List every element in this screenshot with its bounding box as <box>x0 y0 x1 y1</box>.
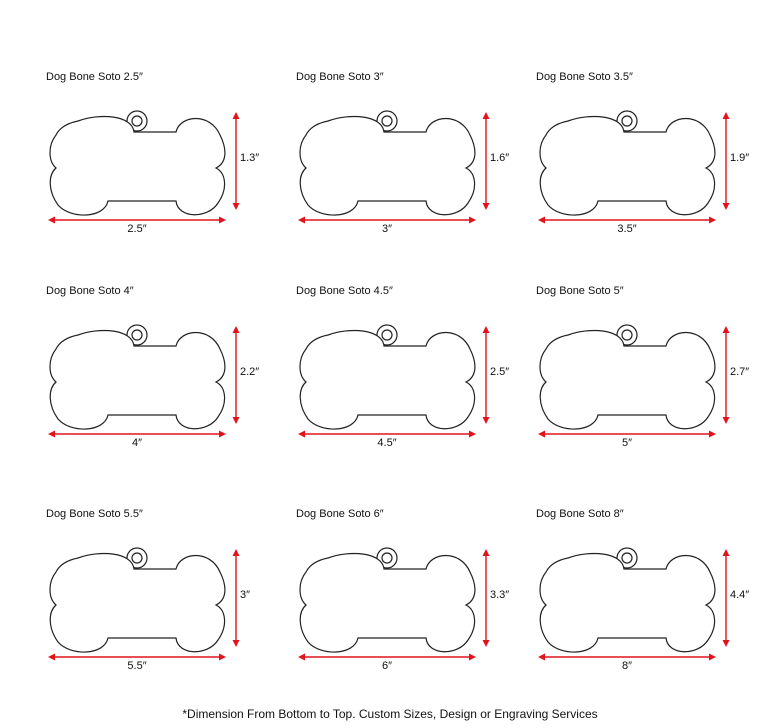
height-arrow <box>723 549 730 647</box>
arrow-head-up <box>483 549 490 556</box>
arrow-head-left <box>48 217 55 224</box>
height-label: 2.7″ <box>730 366 750 378</box>
width-label: 3.5″ <box>617 223 637 235</box>
width-label: 4″ <box>131 437 143 449</box>
arrow-head-up <box>233 112 240 119</box>
tag-title: Dog Bone Soto 5″ <box>536 285 624 297</box>
tag-spec-card <box>296 284 546 449</box>
tag-title: Dog Bone Soto 3″ <box>296 71 384 83</box>
width-label: 8″ <box>621 660 633 672</box>
tag-spec-card <box>46 70 296 235</box>
arrow-head-up <box>483 112 490 119</box>
arrow-head-down <box>483 203 490 210</box>
tag-spec-card <box>536 70 780 235</box>
arrow-head-down <box>723 640 730 647</box>
dog-bone-tag-icon <box>46 525 286 675</box>
dog-bone-tag-icon <box>536 302 776 452</box>
arrow-head-right <box>709 217 716 224</box>
dog-bone-tag-icon <box>296 525 536 675</box>
arrow-head-right <box>469 654 476 661</box>
height-label: 3″ <box>240 589 251 601</box>
arrow-head-right <box>219 217 226 224</box>
dog-bone-tag-icon <box>46 302 286 452</box>
arrow-head-down <box>723 203 730 210</box>
width-label: 5″ <box>621 437 633 449</box>
arrow-head-down <box>233 417 240 424</box>
height-arrow <box>483 112 490 210</box>
tag-spec-card <box>296 507 546 672</box>
dog-bone-tag-icon <box>536 88 776 238</box>
height-arrow <box>723 112 730 210</box>
height-label: 1.9″ <box>730 152 750 164</box>
arrow-head-left <box>538 654 545 661</box>
arrow-head-left <box>298 431 305 438</box>
arrow-head-up <box>233 326 240 333</box>
tag-title: Dog Bone Soto 6″ <box>296 508 384 520</box>
arrow-head-down <box>483 417 490 424</box>
arrow-head-right <box>219 431 226 438</box>
height-label: 1.6″ <box>490 152 510 164</box>
tag-title: Dog Bone Soto 2.5″ <box>46 71 143 83</box>
arrow-head-down <box>483 640 490 647</box>
dog-bone-tag-icon <box>296 88 536 238</box>
arrow-head-down <box>723 417 730 424</box>
height-label: 4.4″ <box>730 589 750 601</box>
height-label: 1.3″ <box>240 152 260 164</box>
tag-title: Dog Bone Soto 3.5″ <box>536 71 633 83</box>
arrow-head-left <box>538 217 545 224</box>
height-arrow <box>233 112 240 210</box>
tag-spec-card <box>296 70 546 235</box>
height-arrow <box>483 549 490 647</box>
width-label: 2.5″ <box>127 223 147 235</box>
width-label: 4.5″ <box>377 437 397 449</box>
height-arrow <box>233 326 240 424</box>
dog-bone-tag-icon <box>536 525 776 675</box>
height-arrow <box>723 326 730 424</box>
width-label: 6″ <box>381 660 393 672</box>
arrow-head-down <box>233 640 240 647</box>
arrow-head-right <box>709 654 716 661</box>
arrow-head-up <box>723 326 730 333</box>
width-label: 3″ <box>381 223 393 235</box>
tag-title: Dog Bone Soto 5.5″ <box>46 508 143 520</box>
height-label: 2.5″ <box>490 366 510 378</box>
tag-spec-card <box>536 284 780 449</box>
arrow-head-up <box>723 112 730 119</box>
arrow-head-right <box>709 431 716 438</box>
arrow-head-right <box>469 217 476 224</box>
arrow-head-up <box>233 549 240 556</box>
arrow-head-left <box>48 654 55 661</box>
tag-title: Dog Bone Soto 8″ <box>536 508 624 520</box>
arrow-head-up <box>723 549 730 556</box>
arrow-head-right <box>219 654 226 661</box>
arrow-head-right <box>469 431 476 438</box>
tag-spec-card <box>46 507 296 672</box>
footer-note: *Dimension From Bottom to Top. Custom Sizes, Design or Engraving Services <box>182 707 598 721</box>
arrow-head-down <box>233 203 240 210</box>
height-arrow <box>483 326 490 424</box>
arrow-head-left <box>298 654 305 661</box>
arrow-head-left <box>298 217 305 224</box>
tag-spec-card <box>536 507 780 672</box>
tag-title: Dog Bone Soto 4″ <box>46 285 134 297</box>
tag-spec-card <box>46 284 296 449</box>
height-label: 3.3″ <box>490 589 510 601</box>
height-arrow <box>233 549 240 647</box>
height-label: 2.2″ <box>240 366 260 378</box>
dog-bone-tag-icon <box>46 88 286 238</box>
dog-bone-tag-icon <box>296 302 536 452</box>
arrow-head-up <box>483 326 490 333</box>
arrow-head-left <box>538 431 545 438</box>
width-label: 5.5″ <box>127 660 147 672</box>
arrow-head-left <box>48 431 55 438</box>
tag-title: Dog Bone Soto 4.5″ <box>296 285 393 297</box>
